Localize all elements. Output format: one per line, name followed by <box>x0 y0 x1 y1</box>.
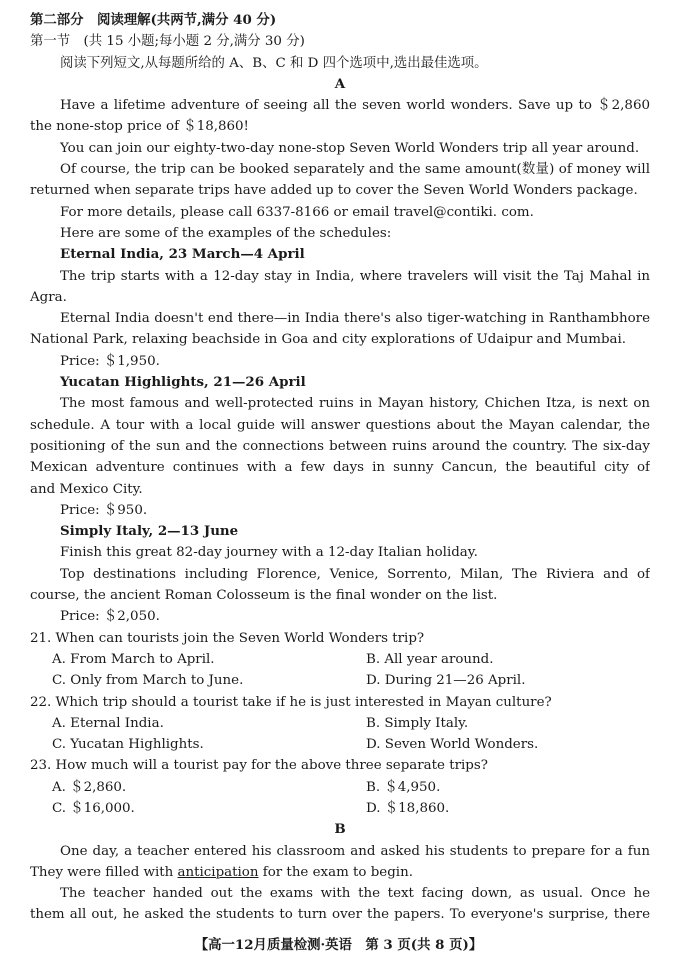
passage-a-line: Mexican adventure continues with a few days in sunny Cancun, the beautiful city of <box>30 460 650 476</box>
passage-a-line: Eternal India doesn't end there—in India there's also tiger-watching in Ranthambhore <box>60 311 650 327</box>
passage-a-line: returned when separate trips have added up to cover the Seven World Wonders package. <box>30 183 638 199</box>
option-d: D. Seven World Wonders. <box>366 737 539 753</box>
passage-a-line: National Park, relaxing beachside in Goa and city explorations of Udaipur and Mumbai. <box>30 332 627 348</box>
option-c: C. Only from March to June. <box>52 673 244 689</box>
option-d: D. ＄18,860. <box>366 800 450 816</box>
passage-a-line: Finish this great 82-day journey with a 12-day Italian holiday. <box>60 545 478 561</box>
option-d: D. During 21—26 April. <box>366 673 526 689</box>
trip-price: Price: ＄2,050. <box>60 609 160 625</box>
trip-title-eternal-india: Eternal India, 23 March—4 April <box>60 246 305 263</box>
trip-price: Price: ＄1,950. <box>60 353 160 369</box>
page-footer: 【高一12月质量检测·英语 第 3 页(共 8 页)】 <box>194 937 483 953</box>
passage-b-line: The teacher handed out the exams with the text facing down, as usual. Once he <box>60 886 650 902</box>
passage-a-contact: For more details, please call 6337-8166 or email travel@contiki. com. <box>60 204 534 220</box>
option-a: A. Eternal India. <box>52 715 164 731</box>
passage-a-line: schedule. A tour with a local guide will answer questions about the Mayan calendar, the <box>30 417 650 433</box>
question-stem: 21. When can tourists join the Seven World Wonders trip? <box>30 630 425 646</box>
option-a: A. From March to April. <box>52 651 215 667</box>
passage-a-line: The most famous and well-protected ruins in Mayan history, Chichen Itza, is next on <box>60 396 650 412</box>
option-row <box>30 670 650 691</box>
trip-title-yucatan-highlights: Yucatan Highlights, 21—26 April <box>60 374 306 391</box>
passage-a-line: and Mexico City. <box>30 481 143 497</box>
option-row <box>30 713 650 734</box>
option-row <box>30 777 650 798</box>
trip-price: Price: ＄950. <box>60 502 148 518</box>
passage-a-line: Have a lifetime adventure of seeing all the seven world wonders. Save up to ＄2,860 <box>60 98 650 114</box>
passage-a-line: Agra. <box>30 289 67 305</box>
option-b: B. Simply Italy. <box>366 715 469 731</box>
passage-b-line: One day, a teacher entered his classroom and asked his students to prepare for a fun <box>60 843 650 859</box>
passage-a-line: The trip starts with a 12-day stay in India, where travelers will visit the Taj Mahal in <box>60 268 650 284</box>
question-stem: 23. How much will a tourist pay for the above three separate trips? <box>30 758 488 774</box>
underlined-word: anticipation <box>177 864 259 880</box>
text-segment: for the exam to begin. <box>258 864 413 880</box>
text-segment: They were filled with <box>30 864 178 880</box>
passage-a-line: Top destinations including Florence, Venice, Sorrento, Milan, The Riviera and of <box>60 566 650 582</box>
section-title: 第一节 (共 15 小题;每小题 2 分,满分 30 分) <box>30 34 305 50</box>
question-stem: 22. Which trip should a tourist take if he is just interested in Mayan culture? <box>30 694 552 710</box>
passage-a-line: Of course, the trip can be booked separately and the same amount(数量) of money will <box>60 162 650 178</box>
passage-a-line: the none-stop price of ＄18,860! <box>30 119 249 135</box>
passage-b-label: B <box>334 821 346 838</box>
option-b: B. ＄4,950. <box>366 779 441 795</box>
passage-a-label: A <box>334 75 346 92</box>
passage-b-line <box>30 862 650 883</box>
instruction: 阅读下列短文,从每题所给的 A、B、C 和 D 四个选项中,选出最佳选项。 <box>60 55 488 71</box>
part-title: 第二部分 阅读理解(共两节,满分 40 分) <box>30 12 277 28</box>
exam-page <box>30 10 650 926</box>
option-row <box>30 734 650 755</box>
option-a: A. ＄2,860. <box>52 779 127 795</box>
option-b: B. All year around. <box>366 651 494 667</box>
passage-a-line: You can join our eighty-two-day none-stop Seven World Wonders trip all year around. <box>60 140 640 156</box>
passage-b-line: them all out, he asked the students to turn over the papers. To everyone's surprise, there <box>30 907 650 923</box>
passage-a-line: positioning of the sun and the connections between ruins around the country. The six-day <box>30 438 650 454</box>
option-row <box>30 649 650 670</box>
option-c: C. Yucatan Highlights. <box>52 737 204 753</box>
passage-a-line: Here are some of the examples of the schedules: <box>60 225 392 241</box>
passage-a-line: course, the ancient Roman Colosseum is the final wonder on the list. <box>30 588 498 604</box>
option-row <box>30 798 650 819</box>
option-c: C. ＄16,000. <box>52 800 135 816</box>
trip-title-simply-italy: Simply Italy, 2—13 June <box>60 523 239 540</box>
